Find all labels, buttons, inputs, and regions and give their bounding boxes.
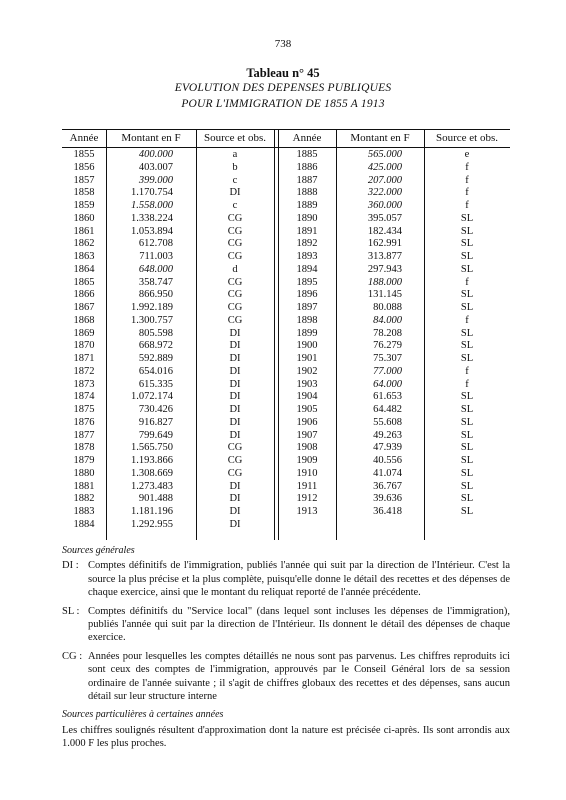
year-cell: 1883 [73, 506, 95, 517]
amount-cell: 162.991 [367, 238, 402, 250]
amount-cell: 76.279 [373, 340, 402, 352]
year-cell: 1885 [296, 149, 318, 160]
amount-cell: 322.000 [367, 187, 402, 199]
year-cell: 1899 [296, 327, 318, 339]
table-top-rule [62, 129, 510, 130]
table-row-right [62, 200, 510, 213]
year-cell: 1861 [73, 225, 95, 237]
amount-cell: 39.636 [373, 493, 402, 505]
note-cg-text: Années pour lesquelles les comptes détaillés ne nous sont pas parvenus. Les chiffres reproduits ici sont ceux des comptes de l'immigration, approuvés par le Conseil Général lors de sa session ordinaire de l'année suivante ; il s'agit de chiffres globaux des recettes et des dépenses, sans aucun détail sur leur structure interne [88, 650, 510, 703]
year-cell: 1887 [296, 174, 318, 186]
source-cell: CG [227, 467, 243, 479]
year-cell: 1881 [73, 480, 95, 492]
table-row-right [62, 379, 510, 392]
source-cell: SL [460, 493, 474, 505]
amount-cell: 80.088 [373, 302, 402, 313]
source-cell: DI [229, 506, 241, 517]
source-cell: CG [227, 212, 243, 224]
source-cell: DI [229, 391, 241, 403]
source-cell: f [465, 365, 469, 377]
year-cell: 1910 [296, 467, 318, 479]
amount-cell: 40.556 [373, 455, 402, 466]
year-cell: 1905 [296, 404, 318, 415]
table-row-right [62, 417, 510, 430]
source-cell: SL [460, 251, 474, 262]
amount-cell: 131.145 [367, 289, 402, 301]
source-cell: DI [229, 404, 241, 415]
amount-cell: 1.193.866 [131, 455, 173, 466]
source-cell: CG [227, 314, 243, 326]
amount-cell: 84.000 [373, 314, 402, 326]
table-row-right [62, 187, 510, 200]
year-cell: 1897 [296, 302, 318, 313]
amount-cell: 36.767 [373, 480, 402, 492]
source-cell: SL [460, 212, 474, 224]
year-cell: 1863 [73, 251, 95, 262]
amount-cell: 61.653 [373, 391, 402, 403]
amount-cell: 1.181.196 [131, 506, 173, 517]
year-cell: 1871 [73, 353, 95, 364]
note-sl-key: SL : [62, 605, 80, 617]
source-cell: SL [460, 263, 474, 275]
source-cell: a [232, 149, 238, 160]
table-row-right [62, 468, 510, 481]
amount-cell: 1.053.894 [131, 225, 173, 237]
amount-cell: 297.943 [367, 263, 402, 275]
table-row-right [62, 493, 510, 506]
source-cell: f [465, 378, 469, 390]
amount-cell: 75.307 [373, 353, 402, 364]
table-row-right [62, 353, 510, 366]
year-cell: 1867 [73, 302, 95, 313]
note-sl [62, 605, 510, 645]
year-cell: 1858 [73, 187, 95, 199]
year-cell: 1869 [73, 327, 95, 339]
amount-cell: 612.708 [138, 238, 173, 250]
source-cell: SL [460, 455, 474, 466]
year-cell: 1890 [296, 212, 318, 224]
amount-cell: 866.950 [138, 289, 173, 301]
table-row-right [62, 175, 510, 188]
table-row-right [62, 264, 510, 277]
header-year-left: Année [69, 132, 99, 144]
amount-cell: 901.488 [138, 493, 173, 505]
source-cell: SL [460, 429, 474, 441]
amount-cell: 615.335 [138, 378, 173, 390]
amount-cell: 1.565.750 [131, 442, 173, 454]
amount-cell: 648.000 [138, 263, 173, 275]
amount-cell: 360.000 [367, 200, 402, 211]
year-cell: 1892 [296, 238, 318, 250]
source-cell: SL [460, 353, 474, 364]
source-cell: SL [460, 289, 474, 301]
year-cell: 1906 [296, 416, 318, 428]
header-source-left: Source et obs. [203, 132, 266, 144]
source-cell: DI [229, 480, 241, 492]
source-cell: CG [227, 251, 243, 262]
amount-cell: 1.072.174 [131, 391, 173, 403]
particular-sources-heading: Sources particulières à certaines années [62, 709, 224, 721]
source-cell: f [465, 161, 469, 173]
table-row-right [62, 277, 510, 290]
amount-cell: 49.263 [373, 429, 402, 441]
table-row-right [62, 289, 510, 302]
note-di [62, 559, 510, 599]
amount-cell: 592.889 [138, 353, 173, 364]
source-cell: CG [227, 442, 243, 454]
amount-cell: 36.418 [373, 506, 402, 517]
amount-cell: 1.273.483 [131, 480, 173, 492]
year-cell: 1896 [296, 289, 318, 301]
source-cell: DI [229, 187, 241, 199]
header-amount-right: Montant en F [350, 132, 410, 144]
source-cell: DI [229, 378, 241, 390]
amount-cell: 188.000 [367, 276, 402, 288]
source-cell: e [464, 149, 470, 160]
note-sl-text: Comptes définitifs du "Service local" (dans lequel sont incluses les dépenses de l'immigration), publiés l'année qui suit par la direction de l'Intérieur. Ils donnent le détail des dépenses de chaque exercice. [88, 605, 510, 644]
amount-cell: 654.016 [138, 365, 173, 377]
source-cell: f [465, 314, 469, 326]
year-cell: 1860 [73, 212, 95, 224]
source-cell: DI [229, 340, 241, 352]
source-cell: DI [229, 353, 241, 364]
year-cell: 1904 [296, 391, 318, 403]
year-cell: 1913 [296, 506, 318, 517]
source-cell: SL [460, 442, 474, 454]
source-cell: CG [227, 302, 243, 313]
source-cell: SL [460, 391, 474, 403]
table-row-right [62, 391, 510, 404]
amount-cell: 399.000 [138, 174, 173, 186]
table-row-right [62, 455, 510, 468]
amount-cell: 1.292.955 [131, 518, 173, 530]
amount-cell: 425.000 [367, 161, 402, 173]
year-cell: 1889 [296, 200, 318, 211]
source-cell: f [465, 174, 469, 186]
source-cell: DI [229, 429, 241, 441]
amount-cell: 711.003 [139, 251, 173, 262]
note-cg-key: CG : [62, 650, 83, 662]
note-di-key: DI : [62, 560, 79, 572]
header-source-right: Source et obs. [435, 132, 498, 144]
source-cell: d [232, 263, 238, 275]
amount-cell: 403.007 [138, 161, 173, 173]
table-row-right [62, 442, 510, 455]
source-cell: CG [227, 455, 243, 466]
header-amount-left: Montant en F [121, 132, 181, 144]
amount-cell: 207.000 [367, 174, 402, 186]
amount-cell: 182.434 [367, 225, 402, 237]
table-subtitle-line-2: POUR L'IMMIGRATION DE 1855 A 1913 [181, 98, 385, 110]
source-cell: CG [227, 276, 243, 288]
amount-cell: 358.747 [138, 276, 173, 288]
year-cell: 1875 [73, 404, 95, 415]
year-cell: 1873 [73, 378, 95, 390]
table-header-rule [62, 147, 510, 148]
table-row-right [62, 238, 510, 251]
year-cell: 1870 [73, 340, 95, 352]
source-cell: SL [460, 327, 474, 339]
note-cg [62, 650, 510, 704]
source-cell: DI [229, 365, 241, 377]
amount-cell: 565.000 [367, 149, 402, 160]
amount-cell: 730.426 [138, 404, 173, 415]
year-cell: 1882 [73, 493, 95, 505]
year-cell: 1868 [73, 314, 95, 326]
page-number: 738 [274, 38, 292, 50]
year-cell: 1879 [73, 455, 95, 466]
source-cell: SL [460, 340, 474, 352]
source-cell: SL [460, 506, 474, 517]
source-cell: CG [227, 238, 243, 250]
source-cell: DI [229, 518, 241, 530]
table-row-right [62, 366, 510, 379]
source-cell: SL [460, 238, 474, 250]
amount-cell: 1.992.189 [131, 302, 173, 313]
source-cell: b [232, 161, 238, 173]
amount-cell: 1.308.669 [131, 467, 173, 479]
amount-cell: 1.338.224 [131, 212, 173, 224]
year-cell: 1903 [296, 378, 318, 390]
year-cell: 1855 [73, 149, 95, 160]
amount-cell: 77.000 [373, 365, 402, 377]
amount-cell: 41.074 [373, 467, 402, 479]
year-cell: 1857 [73, 174, 95, 186]
source-cell: f [465, 200, 469, 211]
table-row-right [62, 328, 510, 341]
amount-cell: 916.827 [138, 416, 173, 428]
closing-paragraph: Les chiffres soulignés résultent d'approximation dont la nature est précisée ci-après. Ils sont arrondis aux 1.000 F les plus proches. [62, 724, 510, 750]
source-cell: c [232, 174, 238, 186]
source-cell: DI [229, 493, 241, 505]
table-row-right [62, 213, 510, 226]
year-cell: 1866 [73, 289, 95, 301]
table-subtitle-line-1: EVOLUTION DES DEPENSES PUBLIQUES [174, 82, 392, 94]
year-cell: 1884 [73, 518, 95, 530]
table-row-right [62, 430, 510, 443]
source-cell: DI [229, 416, 241, 428]
source-cell: CG [227, 289, 243, 301]
table-title: Tableau n° 45 [246, 66, 320, 80]
year-cell: 1888 [296, 187, 318, 199]
amount-cell: 55.608 [373, 416, 402, 428]
table-row-right [62, 315, 510, 328]
source-cell: SL [460, 416, 474, 428]
table-row-right [62, 340, 510, 353]
amount-cell: 64.482 [373, 404, 402, 415]
year-cell: 1909 [296, 455, 318, 466]
year-cell: 1900 [296, 340, 318, 352]
year-cell: 1911 [296, 480, 318, 492]
source-cell: CG [227, 225, 243, 237]
year-cell: 1859 [73, 200, 95, 211]
year-cell: 1891 [296, 225, 318, 237]
source-cell: SL [460, 467, 474, 479]
year-cell: 1898 [296, 314, 318, 326]
table-row-right [62, 149, 510, 162]
expenditure-table [62, 129, 510, 540]
source-cell: c [232, 200, 238, 211]
year-cell: 1865 [73, 276, 95, 288]
year-cell: 1895 [296, 276, 318, 288]
table-row-right [62, 404, 510, 417]
amount-cell: 313.877 [367, 251, 402, 262]
amount-cell: 1.300.757 [131, 314, 173, 326]
header-year-right: Année [292, 132, 322, 144]
table-row-right [62, 226, 510, 239]
year-cell: 1880 [73, 467, 95, 479]
general-sources-heading: Sources générales [62, 545, 135, 556]
source-cell: SL [460, 480, 474, 492]
note-di-text: Comptes définitifs de l'immigration, publiés l'année qui suit par la direction de l'Intérieur. C'est la source la plus précise et la plus complète, puisqu'elle donne le détail des recettes et des dépenses de chaque exercice, ainsi que le montant du reliquat reporté de l'année précédente. [88, 560, 510, 599]
table-row-right [62, 302, 510, 315]
year-cell: 1864 [73, 263, 95, 275]
source-cell: f [465, 276, 469, 288]
year-cell: 1901 [296, 353, 318, 364]
year-cell: 1876 [73, 416, 95, 428]
year-cell: 1912 [296, 493, 318, 505]
year-cell: 1856 [73, 161, 95, 173]
amount-cell: 400.000 [138, 149, 173, 160]
year-cell: 1894 [296, 263, 318, 275]
amount-cell: 1.170.754 [131, 187, 173, 199]
source-cell: DI [229, 327, 241, 339]
year-cell: 1878 [73, 442, 95, 454]
source-cell: SL [460, 302, 474, 313]
year-cell: 1862 [73, 238, 95, 250]
year-cell: 1907 [296, 429, 318, 441]
year-cell: 1874 [73, 391, 95, 403]
amount-cell: 395.057 [367, 212, 402, 224]
table-row-right [62, 251, 510, 264]
year-cell: 1908 [296, 442, 318, 454]
amount-cell: 1.558.000 [131, 200, 173, 211]
amount-cell: 805.598 [138, 327, 173, 339]
source-cell: SL [460, 225, 474, 237]
amount-cell: 78.208 [373, 327, 402, 339]
year-cell: 1886 [296, 161, 318, 173]
notes-section [62, 544, 510, 751]
amount-cell: 47.939 [373, 442, 402, 454]
amount-cell: 64.000 [373, 378, 402, 390]
source-cell: f [465, 187, 469, 199]
year-cell: 1872 [73, 365, 95, 377]
amount-cell: 799.649 [138, 429, 173, 441]
year-cell: 1893 [296, 251, 318, 262]
year-cell: 1902 [296, 365, 318, 377]
table-row-right [62, 506, 510, 519]
table-row-right [62, 162, 510, 175]
table-row-left [62, 519, 510, 532]
table-row-right [62, 481, 510, 494]
source-cell: SL [460, 404, 474, 415]
amount-cell: 668.972 [138, 340, 173, 352]
year-cell: 1877 [73, 429, 95, 441]
